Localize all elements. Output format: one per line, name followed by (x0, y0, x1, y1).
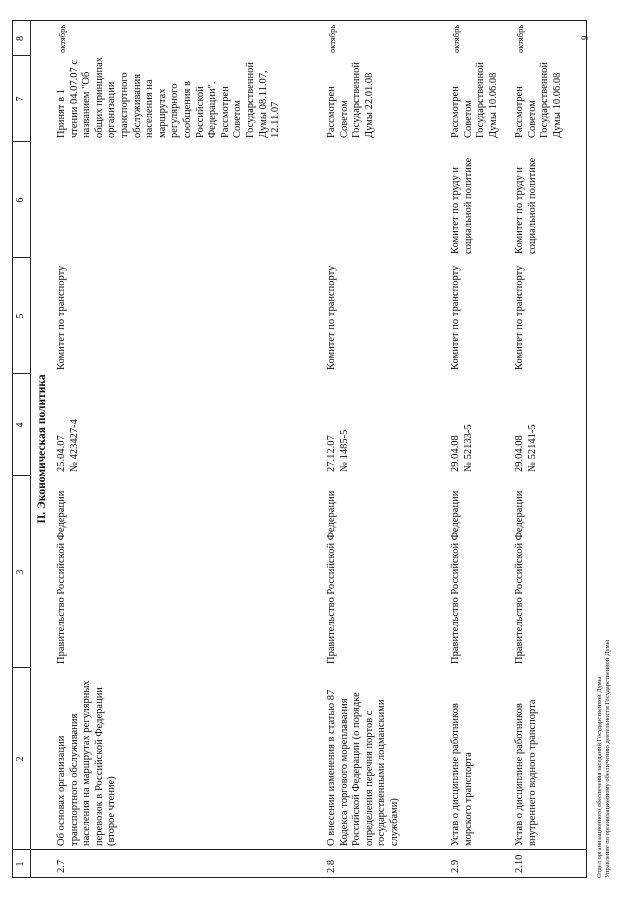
row-number: 2.10 (514, 854, 525, 873)
bills-table (12, 20, 587, 878)
footer (596, 640, 612, 878)
planned-month: октябрь (327, 24, 337, 53)
bill-status: Рассмотрен Советом Государственной Думы 10.06.08 (450, 62, 499, 138)
bill-status: Рассмотрен Советом Государственной Думы 22.01.08 (326, 62, 375, 138)
row-number: 2.9 (450, 859, 461, 873)
table-border-right (12, 20, 587, 21)
responsible-committee: Комитет по транспорту (450, 265, 461, 370)
bill-date-registration: 29.04.08 № 52133-5 (450, 424, 474, 472)
responsible-committee: Комитет по транспорту (514, 265, 525, 370)
bill-date-registration: 25.04.07 № 423427-4 (56, 419, 80, 472)
bill-date-registration: 29.04.08 № 52141-5 (514, 424, 538, 472)
planned-month: октябрь (515, 24, 525, 53)
column-number-4: 4 (15, 422, 26, 428)
bill-date-registration: 27.12.07 № 1485-5 (326, 429, 350, 472)
footer-administration: Управление по организационному обеспечению деятельности Государственной Думы (604, 639, 611, 878)
header-divider (30, 20, 31, 878)
bill-title: Об основах организации транспортного обслуживания населения на маршрутах регулярных перевозок в Российской Федерации (второе чтение) (56, 680, 118, 846)
responsible-committee: Комитет по транспорту (326, 265, 337, 370)
column-number-1: 1 (15, 861, 26, 867)
section-title: II. Экономическая политика (36, 374, 48, 524)
planned-month: октябрь (57, 24, 67, 53)
column-number-7: 7 (15, 96, 26, 102)
column-number-6: 6 (15, 197, 26, 203)
column-number-2: 2 (15, 756, 26, 762)
bill-status: Рассмотрен Советом Государственной Думы 10.06.08 (514, 62, 563, 138)
table-border-bottom (586, 20, 587, 878)
row-number: 2.8 (326, 859, 337, 873)
bill-author: Правительство Российской Федерации (56, 490, 67, 664)
column-divider (12, 849, 587, 850)
bill-author: Правительство Российской Федерации (514, 490, 525, 664)
table-border-left (12, 877, 587, 878)
co-executor-committee: Комитет по труду и социальной политике (514, 157, 538, 254)
bill-status: Принят в 1 чтении 04.07.07 с названием "Об общих принципах организации транспортного обслуживания населения на маршрутах регулярного сообщения в Российской Федерации". Рассмотрен Советом Государственной Думы 08.11.07, 12.11.07 (56, 56, 282, 138)
column-number-3: 3 (15, 569, 26, 575)
bill-title: Устав о дисциплине работников морского транспорта (450, 703, 474, 846)
bill-title: Устав о дисциплине работников внутреннего водного транспорта (514, 699, 538, 846)
column-number-5: 5 (15, 313, 26, 319)
page-number: 9 (580, 35, 590, 40)
bill-title: О внесении изменения в статью 87 Кодекса торгового мореплавания Российской Федерации (о порядке определения перечня портов с государственными лоцманскими службами) (326, 689, 400, 846)
bill-author: Правительство Российской Федерации (326, 490, 337, 664)
co-executor-committee: Комитет по труду и социальной политике (450, 157, 474, 254)
column-number-8: 8 (15, 36, 26, 41)
responsible-committee: Комитет по транспорту (56, 265, 67, 370)
bill-author: Правительство Российской Федерации (450, 490, 461, 664)
row-number: 2.7 (56, 859, 67, 873)
planned-month: октябрь (451, 24, 461, 53)
footer-department: Отдел организационного обеспечения заседаний Государственной Думы (596, 676, 603, 878)
